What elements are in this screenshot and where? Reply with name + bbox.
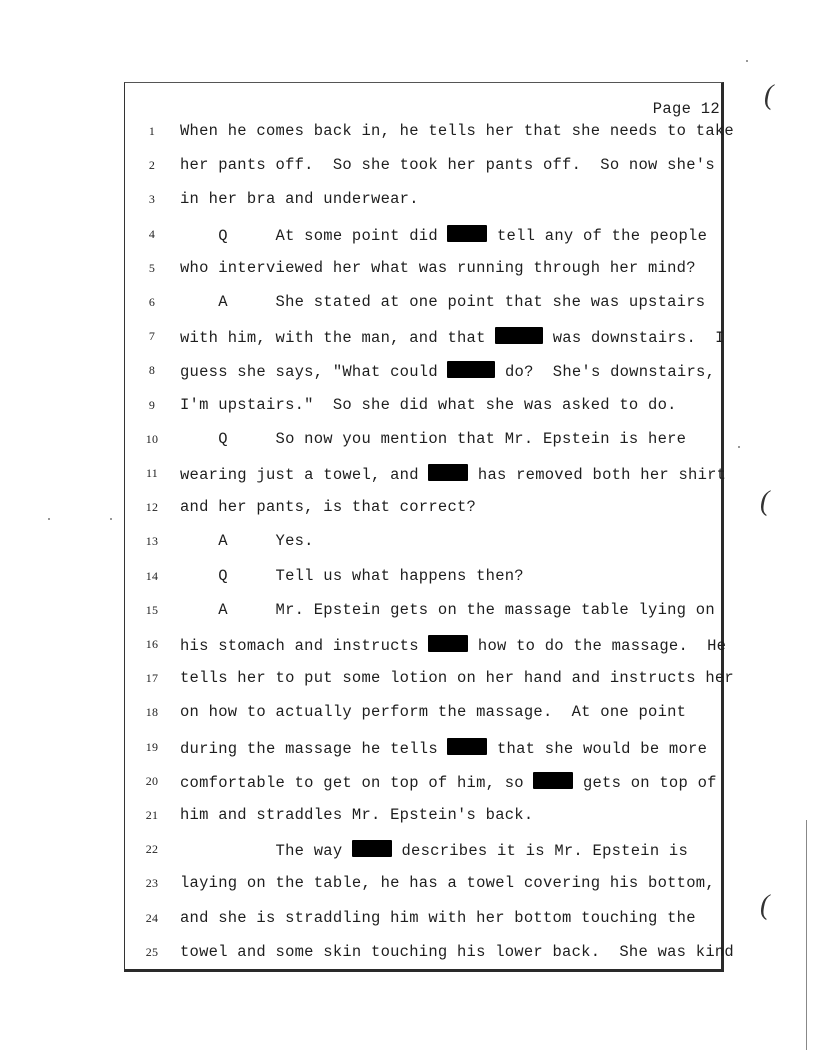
margin-bracket-mark: ( xyxy=(764,80,774,111)
line-number: 2 xyxy=(148,158,156,172)
transcript-line xyxy=(128,122,734,148)
line-text-segment: Q At some point did xyxy=(180,227,448,245)
line-text-segment: do? She's downstairs, xyxy=(495,363,716,381)
scan-speck xyxy=(746,60,748,62)
line-text xyxy=(180,703,686,721)
transcript-line xyxy=(128,534,718,558)
line-number: 7 xyxy=(148,329,156,343)
transcript-line xyxy=(128,808,718,832)
line-text-segment: that she would be more xyxy=(487,740,708,758)
line-text xyxy=(180,361,715,381)
line-number: 1 xyxy=(148,124,156,138)
margin-bracket-mark: ( xyxy=(760,890,770,921)
line-text-segment: When he comes back in, he tells her that she needs to take xyxy=(180,122,734,140)
redaction-box xyxy=(447,738,487,755)
line-text xyxy=(180,190,419,208)
line-text xyxy=(180,122,734,140)
line-text-segment: in her bra and underwear. xyxy=(180,190,419,208)
line-number: 11 xyxy=(145,466,159,480)
line-text-segment: guess she says, "What could xyxy=(180,363,448,381)
line-text xyxy=(180,772,717,792)
line-text xyxy=(180,156,715,174)
line-text-segment: A She stated at one point that she was upstairs xyxy=(180,293,706,311)
redaction-box xyxy=(428,635,468,652)
line-text-segment: how to do the massage. He xyxy=(468,637,727,655)
transcript-line xyxy=(128,398,718,422)
line-number: 16 xyxy=(145,637,159,651)
transcript-line xyxy=(128,911,718,935)
transcript-line xyxy=(128,842,718,866)
transcript-line xyxy=(128,500,718,524)
transcript-line xyxy=(128,329,725,353)
line-text xyxy=(180,464,726,484)
line-text-segment: has removed both her shirt xyxy=(468,466,727,484)
line-text xyxy=(180,567,524,585)
page-number: Page 12 xyxy=(652,100,720,118)
line-number: 13 xyxy=(145,534,159,548)
line-text xyxy=(180,225,707,245)
line-text xyxy=(180,293,705,311)
line-text xyxy=(180,430,686,448)
line-text-segment: Q So now you mention that Mr. Epstein is here xyxy=(180,430,687,448)
line-text-segment: during the massage he tells xyxy=(180,740,448,758)
transcript-line xyxy=(128,943,734,969)
transcript-line xyxy=(128,637,727,661)
line-number: 8 xyxy=(148,363,156,377)
line-text xyxy=(180,635,726,655)
scan-speck xyxy=(48,518,50,520)
line-text-segment: was downstairs. I xyxy=(543,329,725,347)
line-text-segment: with him, with the man, and that xyxy=(180,329,496,347)
transcript-line xyxy=(128,669,734,695)
line-number: 23 xyxy=(145,876,159,890)
line-text xyxy=(180,259,696,277)
line-text-segment: his stomach and instructs xyxy=(180,637,429,655)
line-text-segment: tell any of the people xyxy=(487,227,708,245)
transcript-line xyxy=(128,876,718,900)
margin-bracket-mark: ( xyxy=(760,486,770,517)
transcript-line xyxy=(128,192,718,216)
redaction-box xyxy=(428,464,468,481)
line-text xyxy=(180,601,715,619)
line-text xyxy=(180,498,476,516)
transcript-line xyxy=(128,227,718,251)
line-text-segment: Q Tell us what happens then? xyxy=(180,567,524,585)
line-text xyxy=(180,943,734,961)
line-number: 21 xyxy=(145,808,159,822)
redaction-box xyxy=(495,327,543,344)
line-number: 6 xyxy=(148,295,156,309)
line-number: 15 xyxy=(145,603,159,617)
line-text-segment: A Mr. Epstein gets on the massage table lying on xyxy=(180,601,715,619)
line-text xyxy=(180,669,734,687)
redaction-box xyxy=(447,361,495,378)
redaction-box xyxy=(352,840,392,857)
line-text-segment: and her pants, is that correct? xyxy=(180,498,477,516)
transcript-line xyxy=(128,158,718,182)
line-text xyxy=(180,738,707,758)
line-text xyxy=(180,909,696,927)
line-text xyxy=(180,396,677,414)
line-text-segment: tells her to put some lotion on her hand and instructs her xyxy=(180,669,734,687)
line-number: 20 xyxy=(145,774,159,788)
transcript-line xyxy=(128,295,718,319)
line-text-segment: on how to actually perform the massage. At one point xyxy=(180,703,687,721)
line-number: 18 xyxy=(145,705,159,719)
line-text-segment: wearing just a towel, and xyxy=(180,466,429,484)
transcript-line xyxy=(128,603,718,627)
line-text xyxy=(180,327,725,347)
transcript-line xyxy=(128,774,718,798)
line-number: 24 xyxy=(145,911,159,925)
transcript-line xyxy=(128,740,718,764)
line-number: 9 xyxy=(148,398,156,412)
line-text-segment: The way xyxy=(180,842,352,860)
line-text xyxy=(180,806,533,824)
line-number: 4 xyxy=(148,227,156,241)
line-text-segment: A Yes. xyxy=(180,532,314,550)
line-text-segment: gets on top of xyxy=(573,774,717,792)
line-text-segment: and she is straddling him with her bottom touching the xyxy=(180,909,696,927)
line-number: 3 xyxy=(148,192,156,206)
line-text-segment: describes it is Mr. Epstein is xyxy=(391,842,689,860)
line-text-segment: towel and some skin touching his lower back. She was kind xyxy=(180,943,734,961)
transcript-line xyxy=(128,569,718,593)
transcript-line xyxy=(128,432,718,456)
line-text-segment: him and straddles Mr. Epstein's back. xyxy=(180,806,534,824)
line-number: 25 xyxy=(145,945,159,959)
line-number: 5 xyxy=(148,261,156,275)
line-number: 12 xyxy=(145,500,159,514)
line-text-segment: who interviewed her what was running through her mind? xyxy=(180,259,696,277)
line-number: 10 xyxy=(145,432,159,446)
line-text-segment: her pants off. So she took her pants off. So now she's xyxy=(180,156,715,174)
scan-speck xyxy=(110,518,112,520)
line-text-segment: comfortable to get on top of him, so xyxy=(180,774,534,792)
line-number: 22 xyxy=(145,842,159,856)
redaction-box xyxy=(447,225,487,242)
transcript-line xyxy=(128,261,718,285)
line-number: 14 xyxy=(145,569,159,583)
line-text xyxy=(180,874,715,892)
transcript-line xyxy=(128,466,727,490)
line-text xyxy=(180,532,314,550)
scan-speck xyxy=(738,446,740,448)
transcript-line xyxy=(128,705,718,729)
line-number: 17 xyxy=(145,671,159,685)
transcript-line xyxy=(128,363,718,387)
line-number: 19 xyxy=(145,740,159,754)
scan-edge-line xyxy=(806,820,807,1050)
line-text xyxy=(180,840,688,860)
redaction-box xyxy=(533,772,573,789)
line-text-segment: laying on the table, he has a towel covering his bottom, xyxy=(180,874,715,892)
line-text-segment: I'm upstairs." So she did what she was asked to do. xyxy=(180,396,677,414)
